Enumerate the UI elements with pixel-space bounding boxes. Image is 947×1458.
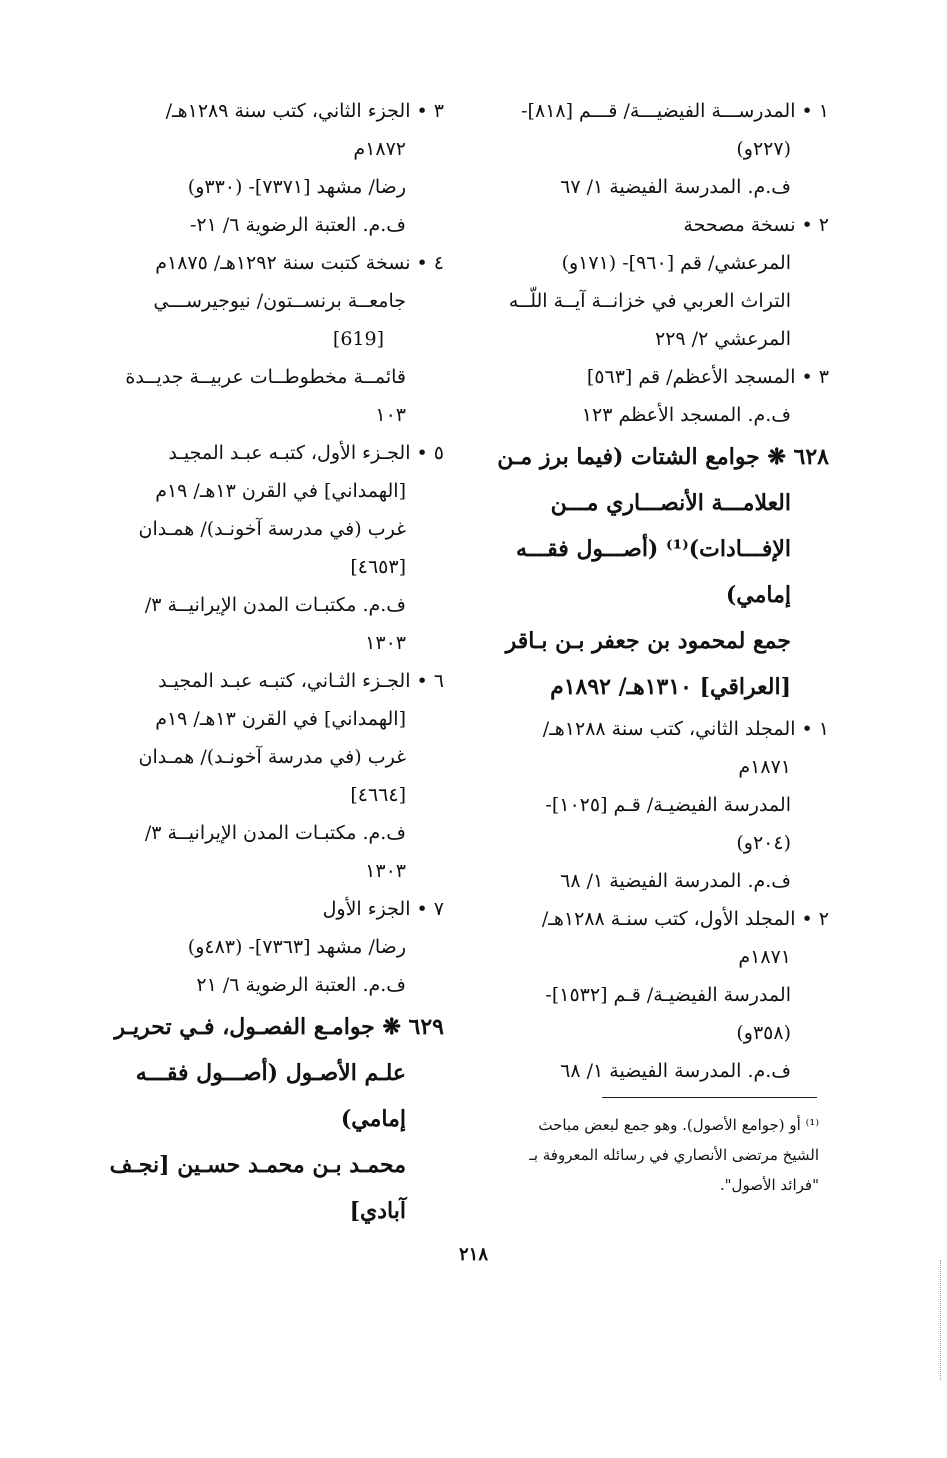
right-column-line: ١ • المجلد الثاني، كتب سنة ١٢٨٨هـ/ (542, 718, 829, 740)
left-column-line: [619] (332, 328, 384, 350)
left-column-line: [٤٦٦٤] (350, 784, 406, 806)
right-column-line: ف.م. المدرسة الفيضية ١/ ٦٧ (560, 176, 791, 198)
left-column-line: ٦ • الجـزء الثـاني، كتبـه عبـد المجيـد (158, 670, 444, 692)
left-column-line: [٤٦٥٣] (350, 556, 406, 578)
left-column-line: ف.م. العتبة الرضوية ٦/ ٢١- (189, 214, 406, 236)
page-number: ٢١٨ (458, 1244, 488, 1265)
right-column-line: التراث العربي في خزانــة آيــة اللّــه (508, 290, 791, 312)
left-column (104, 92, 444, 1234)
footnote-line-2: الشيخ مرتضى الأنصاري في رسائله المعروفة بـ (529, 1146, 819, 1164)
right-column-line: ١ • المدرســـة الفيضيـــة/ قـــم [٨١٨]- (521, 100, 829, 122)
right-column-line: ف.م. المسجد الأعظم ١٢٣ (581, 404, 791, 426)
left-column-line: علـم الأصـول (أصـــول فقـــه (135, 1060, 406, 1086)
right-column-line: (٢٢٧و) (736, 138, 791, 160)
left-column-line: آبادي] (349, 1198, 406, 1224)
left-column-line: ١٣٠٣ (365, 860, 406, 882)
left-column-line: ١٨٧٢م (353, 138, 406, 160)
right-column-line: ٣ • المسجد الأعظم/ قم [٥٦٣] (586, 366, 829, 388)
left-column-line: ف.م. مكتبـات المدن الإيرانيــة ٣/ (144, 594, 406, 616)
right-column-line: ٢ • نسخة مصححة (683, 214, 829, 236)
footnote-line-1: ⁽¹⁾ أو (جوامع الأصول). وهو جمع لبعض مباحث (538, 1116, 819, 1134)
left-column-line: ١٣٠٣ (365, 632, 406, 654)
right-column-line: العلامـــة الأنصـــاري مـــن (550, 490, 791, 516)
left-column-line: قائمــة مخطوطــات عربيــة جديــدة (125, 366, 406, 388)
right-column-line: ف.م. المدرسة الفيضية ١/ ٦٨ (560, 1060, 791, 1082)
right-column-line: [العراقي] ١٣١٠هـ/ ١٨٩٢م (550, 674, 791, 700)
right-column-line: المرعشي/ قم [٩٦٠]- (١٧١و) (561, 252, 791, 274)
left-column-line: ١٠٣ (375, 404, 406, 426)
left-column-line: محمـد بـن محمـد حسـين [نجـف (109, 1152, 406, 1178)
left-column-line: ف.م. مكتبـات المدن الإيرانيــة ٣/ (144, 822, 406, 844)
left-column-line: رضا/ مشهد [٧٣٦٣]- (٤٨٣و) (187, 936, 406, 958)
right-column-line: المدرسة الفيضيـة/ قـم [١٥٣٢]- (545, 984, 791, 1006)
left-column-line: ٥ • الجـزء الأول، كتبـه عبـد المجيـد (168, 442, 444, 464)
left-column-line: ف.م. العتبة الرضوية ٦/ ٢١ (196, 974, 406, 996)
left-column-line: غرب (في مدرسة آخونـد)/ همـدان (138, 746, 406, 768)
footnote-line-3: "فرائد الأصول". (719, 1176, 819, 1194)
left-column-line: إمامي) (340, 1106, 406, 1132)
footnote (489, 1110, 819, 1200)
left-column-line: رضا/ مشهد [٧٣٧١]- (٣٣٠و) (187, 176, 406, 198)
right-column-line: ١٨٧١م (738, 756, 791, 778)
right-column-line: المدرسة الفيضيـة/ قـم [١٠٢٥]- (545, 794, 791, 816)
right-column-line: ٢ • المجلد الأول، كتب سنـة ١٢٨٨هـ/ (541, 908, 829, 930)
right-column-line: ٦٢٨ ❋ جوامع الشتات (فيما برز مـن (497, 444, 829, 470)
right-column-line: جمع لمحمود بن جعفر بـن بـاقر (505, 628, 791, 654)
left-column-line: [الهمداني] في القرن ١٣هـ/ ١٩م (155, 480, 406, 502)
right-column-line: الإفـــادات)⁽¹⁾ (أصـــول فقـــه (516, 536, 791, 562)
right-column-line: إمامي) (725, 582, 791, 608)
left-column-line: غرب (في مدرسة آخونـد)/ همـدان (138, 518, 406, 540)
left-column-line: ٦٢٩ ❋ جوامـع الفصـول، فـي تحريـر (114, 1014, 444, 1040)
right-column-line: المرعشي ٢/ ٢٢٩ (655, 328, 791, 350)
right-column-line: ١٨٧١م (738, 946, 791, 968)
left-column-line: [الهمداني] في القرن ١٣هـ/ ١٩م (155, 708, 406, 730)
right-column (489, 92, 829, 1090)
edge-line (940, 1260, 941, 1380)
right-column-line: (٢٠٤و) (736, 832, 791, 854)
right-column-line: (٣٥٨و) (736, 1022, 791, 1044)
left-column-line: جامعــة برنســتون/ نيوجيرســـي (153, 290, 406, 312)
left-column-line: ٧ • الجزء الأول (322, 898, 444, 920)
footnote-rule (602, 1097, 817, 1098)
left-column-line: ٤ • نسخة كتبت سنة ١٢٩٢هـ/ ١٨٧٥م (155, 252, 444, 274)
left-column-line: ٣ • الجزء الثاني، كتب سنة ١٢٨٩هـ/ (165, 100, 444, 122)
right-column-line: ف.م. المدرسة الفيضية ١/ ٦٨ (560, 870, 791, 892)
